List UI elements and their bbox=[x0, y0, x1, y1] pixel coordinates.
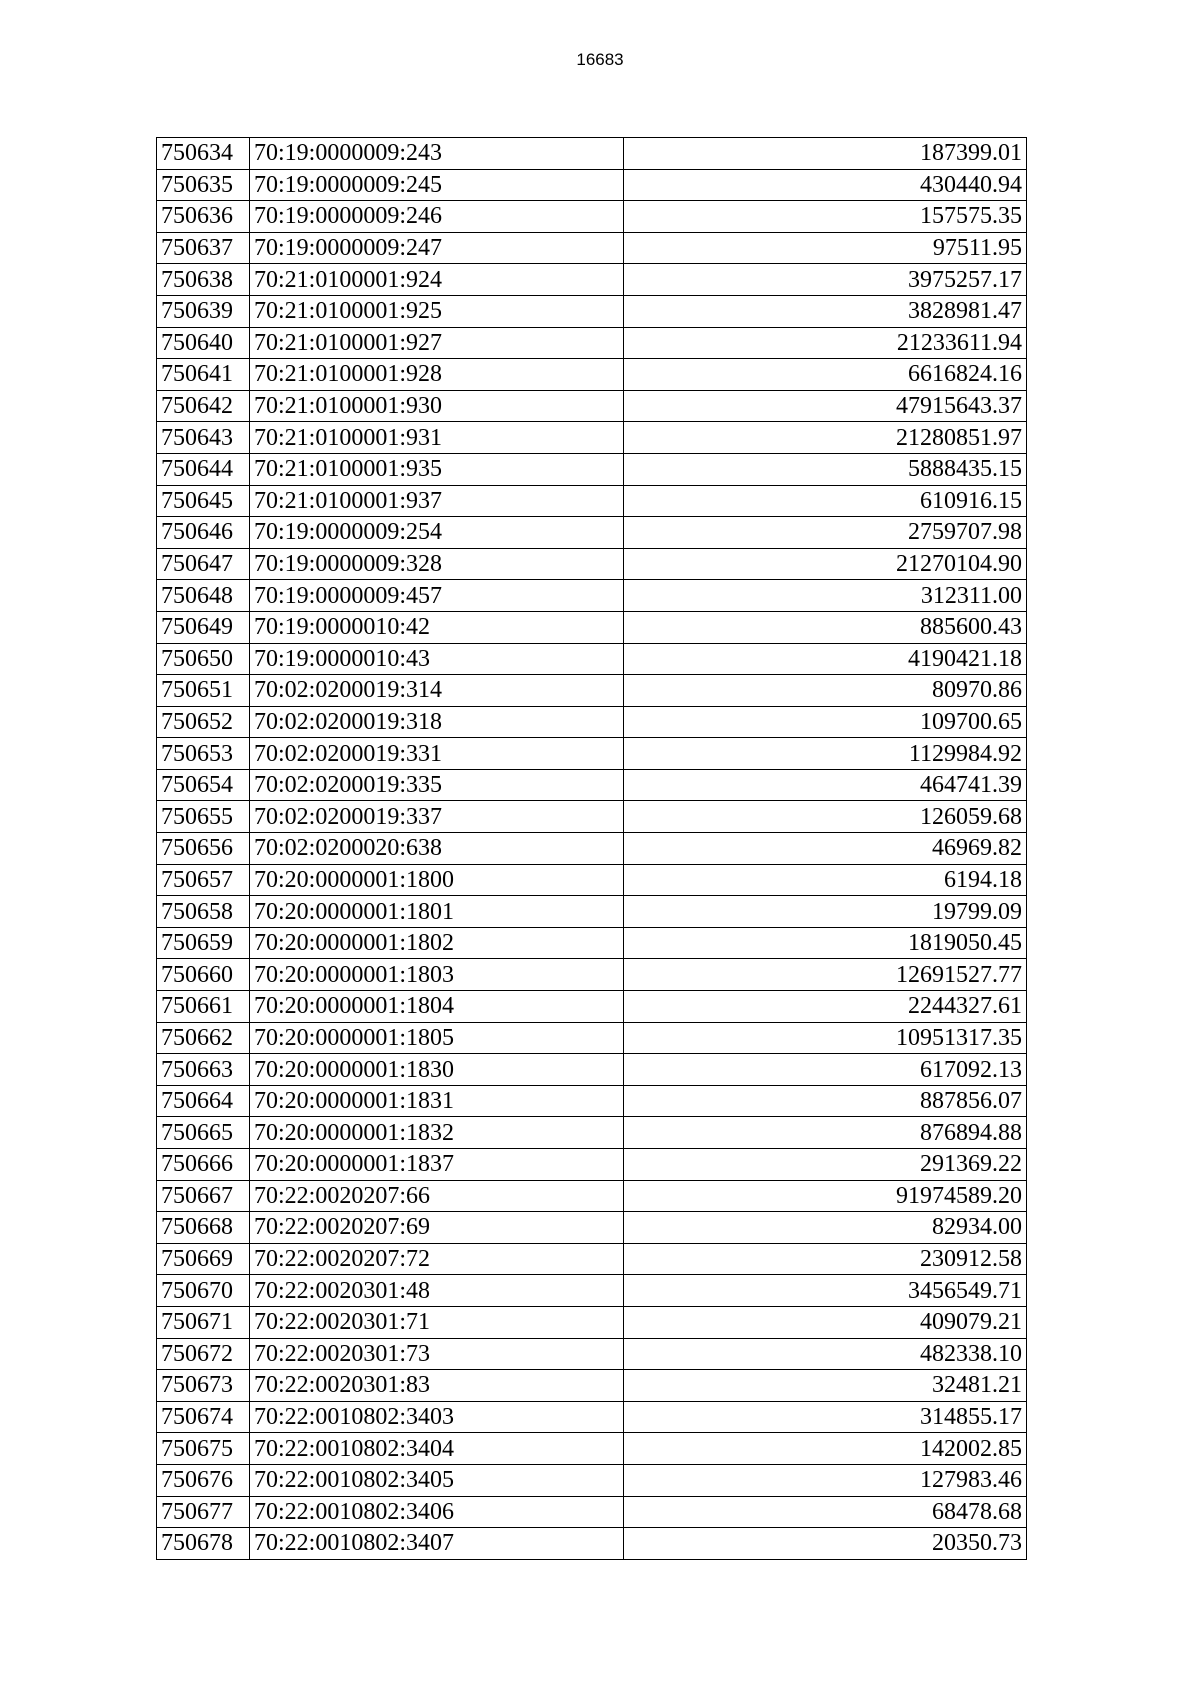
row-value-cell: 2759707.98 bbox=[624, 517, 1027, 549]
row-value-cell: 885600.43 bbox=[624, 611, 1027, 643]
row-id-cell: 750638 bbox=[157, 264, 250, 296]
row-value-cell: 430440.94 bbox=[624, 169, 1027, 201]
table-row bbox=[157, 864, 1027, 896]
row-id-cell: 750653 bbox=[157, 738, 250, 770]
row-code-cell: 70:20:0000001:1804 bbox=[250, 991, 624, 1023]
row-code-cell: 70:20:0000001:1830 bbox=[250, 1054, 624, 1086]
table-row bbox=[157, 264, 1027, 296]
row-value-cell: 3456549.71 bbox=[624, 1275, 1027, 1307]
table-row bbox=[157, 801, 1027, 833]
table-row bbox=[157, 896, 1027, 928]
row-id-cell: 750654 bbox=[157, 769, 250, 801]
row-code-cell: 70:22:0020301:73 bbox=[250, 1338, 624, 1370]
row-value-cell: 20350.73 bbox=[624, 1528, 1027, 1560]
row-value-cell: 157575.35 bbox=[624, 201, 1027, 233]
row-id-cell: 750646 bbox=[157, 517, 250, 549]
row-code-cell: 70:20:0000001:1832 bbox=[250, 1117, 624, 1149]
row-value-cell: 47915643.37 bbox=[624, 390, 1027, 422]
row-value-cell: 291369.22 bbox=[624, 1149, 1027, 1181]
row-code-cell: 70:21:0100001:927 bbox=[250, 327, 624, 359]
row-id-cell: 750643 bbox=[157, 422, 250, 454]
row-value-cell: 230912.58 bbox=[624, 1243, 1027, 1275]
row-code-cell: 70:22:0010802:3403 bbox=[250, 1401, 624, 1433]
row-code-cell: 70:02:0200020:638 bbox=[250, 833, 624, 865]
row-code-cell: 70:20:0000001:1831 bbox=[250, 1085, 624, 1117]
row-id-cell: 750675 bbox=[157, 1433, 250, 1465]
row-id-cell: 750668 bbox=[157, 1212, 250, 1244]
row-id-cell: 750637 bbox=[157, 232, 250, 264]
row-id-cell: 750664 bbox=[157, 1085, 250, 1117]
table-row bbox=[157, 1528, 1027, 1560]
row-code-cell: 70:02:0200019:335 bbox=[250, 769, 624, 801]
table-row bbox=[157, 1054, 1027, 1086]
table-row bbox=[157, 1306, 1027, 1338]
row-value-cell: 464741.39 bbox=[624, 769, 1027, 801]
row-value-cell: 6616824.16 bbox=[624, 359, 1027, 391]
row-code-cell: 70:20:0000001:1800 bbox=[250, 864, 624, 896]
table-row bbox=[157, 295, 1027, 327]
row-code-cell: 70:20:0000001:1802 bbox=[250, 927, 624, 959]
row-code-cell: 70:19:0000009:246 bbox=[250, 201, 624, 233]
row-id-cell: 750670 bbox=[157, 1275, 250, 1307]
row-value-cell: 409079.21 bbox=[624, 1306, 1027, 1338]
row-code-cell: 70:22:0020301:83 bbox=[250, 1370, 624, 1402]
table-row bbox=[157, 169, 1027, 201]
row-value-cell: 187399.01 bbox=[624, 138, 1027, 170]
table-row bbox=[157, 1149, 1027, 1181]
row-id-cell: 750660 bbox=[157, 959, 250, 991]
row-code-cell: 70:21:0100001:937 bbox=[250, 485, 624, 517]
row-value-cell: 32481.21 bbox=[624, 1370, 1027, 1402]
row-id-cell: 750659 bbox=[157, 927, 250, 959]
table-row bbox=[157, 580, 1027, 612]
row-value-cell: 21270104.90 bbox=[624, 548, 1027, 580]
row-code-cell: 70:22:0010802:3406 bbox=[250, 1496, 624, 1528]
row-code-cell: 70:22:0020301:71 bbox=[250, 1306, 624, 1338]
row-value-cell: 610916.15 bbox=[624, 485, 1027, 517]
row-code-cell: 70:22:0020301:48 bbox=[250, 1275, 624, 1307]
row-id-cell: 750658 bbox=[157, 896, 250, 928]
table-row bbox=[157, 1085, 1027, 1117]
row-id-cell: 750645 bbox=[157, 485, 250, 517]
row-id-cell: 750656 bbox=[157, 833, 250, 865]
row-code-cell: 70:20:0000001:1801 bbox=[250, 896, 624, 928]
row-value-cell: 91974589.20 bbox=[624, 1180, 1027, 1212]
row-id-cell: 750677 bbox=[157, 1496, 250, 1528]
row-value-cell: 6194.18 bbox=[624, 864, 1027, 896]
row-id-cell: 750635 bbox=[157, 169, 250, 201]
table-row bbox=[157, 1212, 1027, 1244]
table-row bbox=[157, 232, 1027, 264]
row-code-cell: 70:02:0200019:314 bbox=[250, 675, 624, 707]
row-code-cell: 70:20:0000001:1837 bbox=[250, 1149, 624, 1181]
row-value-cell: 12691527.77 bbox=[624, 959, 1027, 991]
row-value-cell: 1129984.92 bbox=[624, 738, 1027, 770]
table-row bbox=[157, 548, 1027, 580]
row-id-cell: 750667 bbox=[157, 1180, 250, 1212]
row-id-cell: 750678 bbox=[157, 1528, 250, 1560]
row-id-cell: 750655 bbox=[157, 801, 250, 833]
row-id-cell: 750674 bbox=[157, 1401, 250, 1433]
row-value-cell: 482338.10 bbox=[624, 1338, 1027, 1370]
row-code-cell: 70:21:0100001:925 bbox=[250, 295, 624, 327]
table-row bbox=[157, 1464, 1027, 1496]
row-value-cell: 126059.68 bbox=[624, 801, 1027, 833]
row-code-cell: 70:19:0000009:328 bbox=[250, 548, 624, 580]
row-id-cell: 750648 bbox=[157, 580, 250, 612]
row-value-cell: 3975257.17 bbox=[624, 264, 1027, 296]
row-value-cell: 68478.68 bbox=[624, 1496, 1027, 1528]
table-row bbox=[157, 1370, 1027, 1402]
row-value-cell: 2244327.61 bbox=[624, 991, 1027, 1023]
page-number: 16683 bbox=[576, 50, 624, 69]
row-code-cell: 70:19:0000010:42 bbox=[250, 611, 624, 643]
row-value-cell: 80970.86 bbox=[624, 675, 1027, 707]
row-code-cell: 70:22:0020207:66 bbox=[250, 1180, 624, 1212]
row-id-cell: 750651 bbox=[157, 675, 250, 707]
row-code-cell: 70:19:0000009:245 bbox=[250, 169, 624, 201]
row-code-cell: 70:02:0200019:337 bbox=[250, 801, 624, 833]
table-row bbox=[157, 927, 1027, 959]
row-value-cell: 21233611.94 bbox=[624, 327, 1027, 359]
row-value-cell: 82934.00 bbox=[624, 1212, 1027, 1244]
row-id-cell: 750644 bbox=[157, 453, 250, 485]
table-body bbox=[157, 138, 1027, 1560]
table-row bbox=[157, 359, 1027, 391]
row-value-cell: 19799.09 bbox=[624, 896, 1027, 928]
row-id-cell: 750636 bbox=[157, 201, 250, 233]
row-id-cell: 750649 bbox=[157, 611, 250, 643]
table-row bbox=[157, 1243, 1027, 1275]
table-row bbox=[157, 643, 1027, 675]
table-row bbox=[157, 201, 1027, 233]
row-value-cell: 97511.95 bbox=[624, 232, 1027, 264]
table-row bbox=[157, 1338, 1027, 1370]
table-row bbox=[157, 1022, 1027, 1054]
row-id-cell: 750676 bbox=[157, 1464, 250, 1496]
row-code-cell: 70:22:0020207:72 bbox=[250, 1243, 624, 1275]
row-code-cell: 70:22:0010802:3404 bbox=[250, 1433, 624, 1465]
row-id-cell: 750665 bbox=[157, 1117, 250, 1149]
row-code-cell: 70:22:0010802:3405 bbox=[250, 1464, 624, 1496]
row-value-cell: 312311.00 bbox=[624, 580, 1027, 612]
row-code-cell: 70:21:0100001:924 bbox=[250, 264, 624, 296]
row-code-cell: 70:21:0100001:928 bbox=[250, 359, 624, 391]
row-id-cell: 750669 bbox=[157, 1243, 250, 1275]
row-value-cell: 10951317.35 bbox=[624, 1022, 1027, 1054]
table-row bbox=[157, 833, 1027, 865]
table-row bbox=[157, 991, 1027, 1023]
table-row bbox=[157, 1496, 1027, 1528]
table-row bbox=[157, 706, 1027, 738]
row-id-cell: 750647 bbox=[157, 548, 250, 580]
row-id-cell: 750639 bbox=[157, 295, 250, 327]
row-value-cell: 109700.65 bbox=[624, 706, 1027, 738]
row-id-cell: 750641 bbox=[157, 359, 250, 391]
table-row bbox=[157, 675, 1027, 707]
row-value-cell: 887856.07 bbox=[624, 1085, 1027, 1117]
row-code-cell: 70:02:0200019:331 bbox=[250, 738, 624, 770]
row-id-cell: 750662 bbox=[157, 1022, 250, 1054]
table-row bbox=[157, 738, 1027, 770]
row-code-cell: 70:19:0000009:247 bbox=[250, 232, 624, 264]
row-value-cell: 314855.17 bbox=[624, 1401, 1027, 1433]
row-value-cell: 876894.88 bbox=[624, 1117, 1027, 1149]
row-id-cell: 750650 bbox=[157, 643, 250, 675]
row-value-cell: 142002.85 bbox=[624, 1433, 1027, 1465]
table-row bbox=[157, 138, 1027, 170]
row-code-cell: 70:21:0100001:935 bbox=[250, 453, 624, 485]
row-id-cell: 750634 bbox=[157, 138, 250, 170]
row-id-cell: 750657 bbox=[157, 864, 250, 896]
table-row bbox=[157, 422, 1027, 454]
table-row bbox=[157, 1401, 1027, 1433]
table-row bbox=[157, 390, 1027, 422]
data-table bbox=[156, 137, 1027, 1560]
row-id-cell: 750661 bbox=[157, 991, 250, 1023]
row-value-cell: 5888435.15 bbox=[624, 453, 1027, 485]
row-id-cell: 750672 bbox=[157, 1338, 250, 1370]
row-code-cell: 70:19:0000009:243 bbox=[250, 138, 624, 170]
row-id-cell: 750642 bbox=[157, 390, 250, 422]
table-row bbox=[157, 1275, 1027, 1307]
table-row bbox=[157, 453, 1027, 485]
table-row bbox=[157, 517, 1027, 549]
row-value-cell: 1819050.45 bbox=[624, 927, 1027, 959]
row-id-cell: 750663 bbox=[157, 1054, 250, 1086]
row-id-cell: 750666 bbox=[157, 1149, 250, 1181]
row-code-cell: 70:19:0000009:457 bbox=[250, 580, 624, 612]
table-row bbox=[157, 1433, 1027, 1465]
row-code-cell: 70:19:0000009:254 bbox=[250, 517, 624, 549]
row-code-cell: 70:02:0200019:318 bbox=[250, 706, 624, 738]
table-row bbox=[157, 769, 1027, 801]
row-value-cell: 46969.82 bbox=[624, 833, 1027, 865]
table-row bbox=[157, 327, 1027, 359]
row-value-cell: 617092.13 bbox=[624, 1054, 1027, 1086]
row-code-cell: 70:22:0020207:69 bbox=[250, 1212, 624, 1244]
row-code-cell: 70:21:0100001:931 bbox=[250, 422, 624, 454]
row-code-cell: 70:22:0010802:3407 bbox=[250, 1528, 624, 1560]
row-code-cell: 70:20:0000001:1803 bbox=[250, 959, 624, 991]
row-code-cell: 70:20:0000001:1805 bbox=[250, 1022, 624, 1054]
table-row bbox=[157, 611, 1027, 643]
row-value-cell: 4190421.18 bbox=[624, 643, 1027, 675]
row-id-cell: 750673 bbox=[157, 1370, 250, 1402]
row-value-cell: 21280851.97 bbox=[624, 422, 1027, 454]
row-value-cell: 127983.46 bbox=[624, 1464, 1027, 1496]
table-row bbox=[157, 1117, 1027, 1149]
table-row bbox=[157, 485, 1027, 517]
row-code-cell: 70:19:0000010:43 bbox=[250, 643, 624, 675]
table-row bbox=[157, 1180, 1027, 1212]
row-id-cell: 750652 bbox=[157, 706, 250, 738]
row-id-cell: 750640 bbox=[157, 327, 250, 359]
row-id-cell: 750671 bbox=[157, 1306, 250, 1338]
row-code-cell: 70:21:0100001:930 bbox=[250, 390, 624, 422]
row-value-cell: 3828981.47 bbox=[624, 295, 1027, 327]
table-row bbox=[157, 959, 1027, 991]
